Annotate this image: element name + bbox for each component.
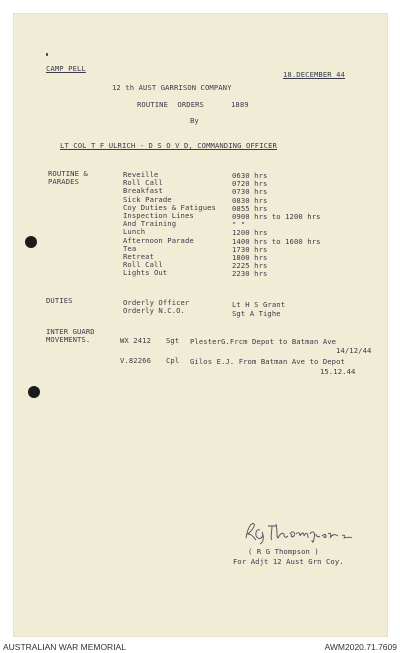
routine-item-time: 0630 hrs [232, 171, 268, 180]
routine-item-name: Lights Out [123, 268, 168, 278]
signatory-position: For Adjt 12 Aust Grn Coy. [233, 557, 344, 566]
movements-heading: MOVEMENTS. [46, 335, 91, 344]
routine-item-time: 1730 hrs [232, 244, 268, 254]
routine-item-time: 1200 hrs [232, 228, 268, 238]
routine-item-name: Inspection Lines [123, 211, 194, 220]
orders-number: 1889 [231, 100, 249, 109]
movement-rank: Sgt [166, 336, 180, 345]
routine-item-name: Roll Call [123, 260, 163, 270]
movement-rank: Cpl [166, 356, 180, 365]
footer-accession-number: AWM2020.71.7609 [324, 642, 397, 652]
handwritten-signature [242, 516, 362, 546]
routine-item-time: 1800 hrs [232, 253, 268, 262]
routine-item-name: Tea [123, 243, 137, 253]
footer-institution: AUSTRALIAN WAR MEMORIAL [3, 642, 126, 652]
camp-name: CAMP PELL [46, 64, 86, 73]
routine-item-name: Lunch [123, 227, 146, 237]
orders-title: ROUTINE ORDERS [137, 100, 204, 109]
ink-mark [46, 53, 48, 56]
routine-item-time: 1400 hrs to 1600 hrs [232, 236, 321, 246]
signatory-name: ( R G Thompson ) [248, 547, 319, 556]
commanding-officer: LT COL T F ULRICH - D S O V D, COMMANDING OFFICER [60, 141, 277, 150]
duty-role: Orderly Officer [123, 298, 190, 307]
routine-item-time: 0720 hrs [232, 179, 268, 189]
movement-detail: Gilos E.J. From Batman Ave to Depot [190, 357, 345, 366]
routine-item-name: Afternoon Parade [123, 235, 194, 245]
duty-name: Lt H S Grant [232, 300, 286, 309]
routine-heading: PARADES [48, 177, 79, 186]
routine-item-name: Retreat [123, 252, 154, 261]
movements-heading: INTER GUARD [46, 327, 95, 336]
unit-name: 12 th AUST GARRISON COMPANY [112, 83, 232, 92]
by-label: By [190, 116, 199, 125]
routine-item-name: And Training [123, 219, 177, 229]
routine-item-name: Roll Call [123, 178, 163, 188]
punch-hole [25, 236, 37, 248]
punch-hole [28, 386, 40, 398]
routine-item-time: 0855 hrs [232, 203, 268, 213]
routine-item-name: Sick Parade [123, 194, 172, 204]
movement-detail: PlesterG.Frcm Depot to Batman Ave [190, 337, 337, 346]
routine-item-time: 0900 hrs to 1200 hrs [232, 212, 321, 221]
routine-item-time: 2230 hrs [232, 269, 268, 279]
document-date: 18.DECEMBER 44 [283, 70, 345, 79]
routine-item-time: 2225 hrs [232, 261, 268, 271]
movement-number: WX 2412 [120, 336, 151, 345]
routine-item-time: " " [232, 220, 246, 230]
routine-item-name: Breakfast [123, 186, 163, 196]
routine-item-name: Reveille [123, 170, 159, 179]
movement-number: V.82266 [120, 356, 151, 365]
routine-heading: ROUTINE & [48, 169, 88, 178]
duty-name: Sgt A Tighe [232, 309, 281, 318]
duties-heading: DUTIES [46, 296, 73, 305]
duty-role: Orderly N.C.O. [123, 306, 185, 315]
movement-date: 14/12/44 [336, 346, 372, 355]
routine-item-name: Coy Duties & Fatigues [123, 202, 216, 212]
routine-item-time: 0830 hrs [232, 195, 268, 205]
routine-item-time: 0730 hrs [232, 187, 268, 197]
movement-date: 15.12.44 [320, 367, 356, 376]
